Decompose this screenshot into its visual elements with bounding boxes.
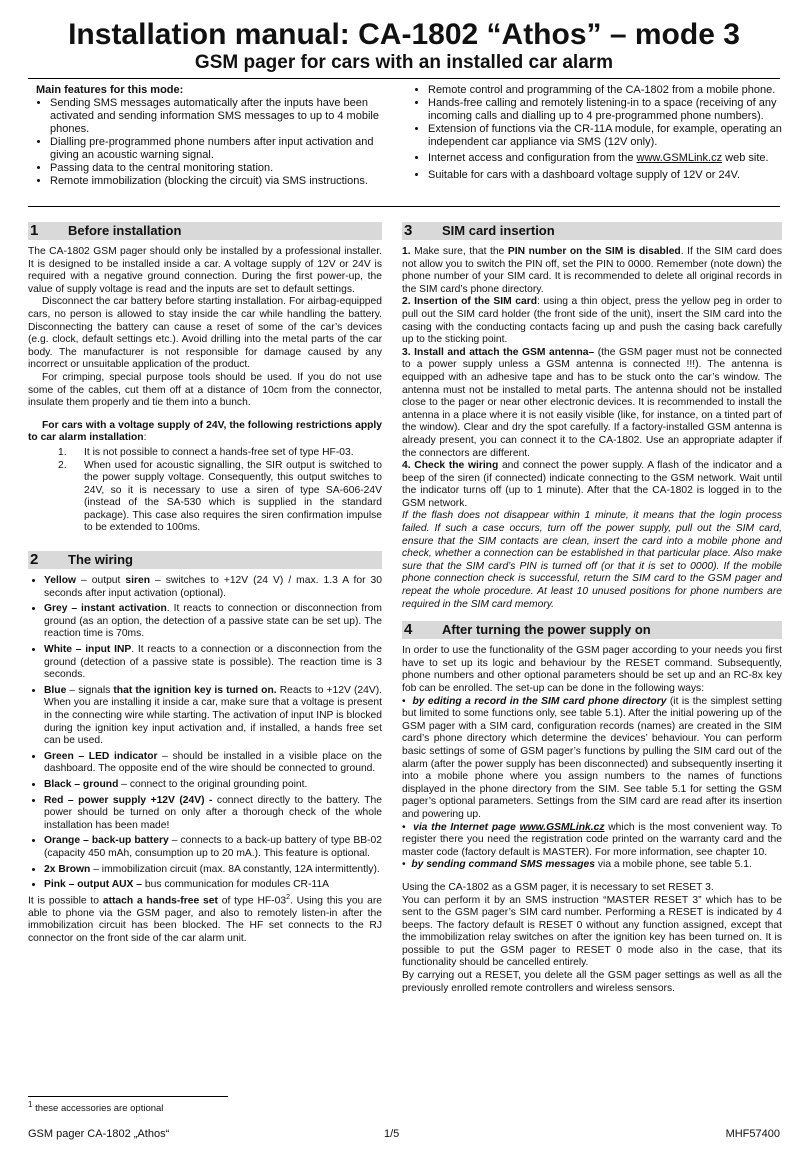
feature-item: • Internet access and configuration from the www.GSMLink.cz web site. [428, 152, 784, 165]
list-item: 2. When used for acoustic signalling, the SIR output is switched to the power supply voltage. Consequently, this output switches to 24V, so it is necessary to use a siren of type SA-606-24V (instead of the SA-530 which is supplied in the standard package). This case also requires the siren confirmation impulse to be extended to 100ms. [58, 459, 382, 534]
restrictions-heading: For cars with a voltage supply of 24V, the following restrictions apply to car alarm installation: [28, 419, 382, 444]
list-item: • Green – LED indicator – should be installed in a visible place on the dashboard. The opposite end of the wire should be connected to ground. [44, 751, 382, 776]
feature-item: • Hands-free calling and remotely listening-in to a space (receiving of any incoming calls and dialling up to 4 pre-programmed phone numbers). [428, 97, 784, 123]
paragraph: 4. Check the wiring and connect the power supply. A flash of the indicator and a beep of the siren (if connected) indicate connecting to the GSM network. Wait until the indicator turns off (up to 1 minute). After that the CA-1802 is logged in to the GSM network. [402, 460, 782, 509]
feature-item: • Passing data to the central monitoring station. [50, 162, 382, 175]
paragraph: For crimping, special purpose tools should be used. If you do not use some of the cables, cut them off at a distance of 10cm from the connector, insulate them properly and tie them into a bunch. [28, 371, 382, 409]
list-item: • White – input INP. It reacts to a connection or a disconnection from the ground (detection of a passive state is possible). The reaction time is 3 seconds. [44, 644, 382, 682]
features-heading: Main features for this mode: [36, 84, 184, 96]
paragraph: Using the CA-1802 as a GSM pager, it is necessary to set RESET 3. [402, 881, 714, 893]
paragraph: The CA-1802 GSM pager should only be installed by a professional installer. It is designed to be installed inside a car. A voltage supply of 12V or 24V is required with a negative ground connection. During the first power-up, the value of supply voltage is read and the inputs are set to default settings. [28, 246, 382, 295]
paragraph: • by editing a record in the SIM card phone directory (it is the simplest setting but limited to some functions only, see table 5.1). After the initial powering up of the GSM pager with a SIM card, configuration records (names) are created in the SIM card’s phone directory which determine the devices’ behaviour. You can perform basic settings of some of GSM pager’s functions by pulling the SIM card out of the alarm (after the power supply has been disconnected) and subsequently inserting it into a mobile phone where you assign numbers to the names of functions displayed in the phone directory from the SIM. See table 5.1 for setting the GSM pager’s optional parameters. Settings from the SIM card are read after its insertion and powering up. [402, 695, 783, 820]
paragraph: It is possible to attach a hands-free set of type $HF-03^2$. Using this you are able to phone via the GSM pager, and also to remotely listen-in after the immobilization circuit has been blocked. The HF set connects to the RJ connector on the front side of the car alarm unit. [28, 893, 382, 944]
list-item: • Blue – signals that the ignition key is turned on. Reacts to +12V (24V). When you are installing it inside a car, make sure that a voltage is present in the connecting wire while starting. The activation of input INP is blocked during the ignition key input activation and, if installed, a hands free set can be used. [44, 685, 382, 748]
document-title: Installation manual: CA-1802 “Athos” – mode 3 [68, 18, 740, 51]
list-item: • Grey – instant activation. It reacts to connection or disconnection from ground (as an option, the detection of a passive state can be set up). The reaction time is 70ms. [44, 603, 382, 641]
paragraph: You can perform it by an SMS instruction “MASTER RESET 3” which has to be sent to the GSM pager’s SIM card number. Performing a RESET is indicated by 4 beeps. The factory default is RESET 0 without any function assigned, except that the immobilization relay switches on after the ignition key has been turned on. It is possible to put the GSM pager to RESET 0 mode also in the case, that its functionality should be cancelled entirely. [402, 894, 782, 969]
paragraph: 2. Insertion of the SIM card: using a thin object, press the yellow peg in order to pull out the SIM card holder (the front side of the unit), insert the SIM card into the casing with the conducting contacts facing up and push the casing back carefully up to the sticking point. [402, 296, 783, 346]
paragraph: By carrying out a RESET, you delete all the GSM pager settings as well as all the previously enrolled remote controllers and wireless sensors. [402, 970, 782, 994]
restrictions-list [58, 447, 382, 535]
feature-item: • Remote immobilization (blocking the circuit) via SMS instructions. [50, 175, 382, 188]
paragraph: In order to use the functionality of the GSM pager according to your needs you first have to set up its logic and behaviour by the RESET command. Subsequently, phone numbers and other optional parameters should be set up and an RC-8x key fob can be enrolled. The set-up can be done in the following ways: [402, 645, 782, 694]
features-left [36, 84, 382, 188]
list-item: • Yellow – output siren – switches to +12V (24 V) / max. 1.3 A for 30 seconds after input activation (optional). [44, 575, 382, 600]
paragraph: 3. Install and attach the GSM antenna– (the GSM pager must not be connected to a power supply unless a GSM antenna is connected !!!). The antenna is equipped with an adhesive tape and has to be stuck onto the car’s window. The antenna must not be installed to metal parts. The antenna should not be installed close to the pager or near other electronic devices. It is recommended to install the antenna in a place where it is not easily visible (like, for instance, on a tinted part of the window). Clear and dry the spot carefully. If a factory-installed GSM antenna is already present, you can connect it to the CA-1802. Use an appropriate adapter if the connectors are different. [402, 346, 782, 459]
title-divider [28, 78, 780, 79]
document-subtitle: GSM pager for cars with an installed car alarm [194, 52, 614, 73]
right-column [402, 222, 782, 995]
paragraph: If the flash does not disappear within 1 minute, it means that the login process failed. If such a case occurs, turn off the power supply, pull out the SIM card, ensure that the SIM contacts are clean, insert the card into a mobile phone and check, whether a connection can be established in that particular place. Also make sure that the SIM card’s PIN is turned off (or that it is set to 0000). If the mobile phone connection check is successful, return the SIM card to the GSM pager and repeat the whole procedure. At least 10 unused positions for phone numbers are required in the SIM card memory. [402, 510, 782, 610]
paragraph: • via the Internet page www.GSMLink.cz which is the most convenient way. To register there you need the registration code printed on the warranty card and the master code (factory default is MASTER). For more information, see chapter 10. [402, 821, 782, 858]
feature-item: • Dialling pre-programmed phone numbers after input activation and giving an acoustic warning signal. [50, 136, 382, 162]
list-item: • Black – ground – connect to the original grounding point. [44, 779, 382, 792]
left-column [28, 222, 382, 946]
list-item: • Red – power supply +12V (24V) - connect directly to the battery. The power should be turned on only after a thorough check of the whole installation has been made! [44, 795, 382, 833]
section-heading-4: 4 After turning the power supply on [402, 621, 782, 639]
paragraph: 1. Make sure, that the PIN number on the SIM is disabled. If the SIM card does not allow you to switch the PIN off, set the PIN to 0000. Remember (note down) the phone number of your SIM card. It is recommended to delete all original records in the SIM card’s phone directory. [402, 246, 782, 295]
list-item: • 2x Brown – immobilization circuit (max. 8A constantly, 12A intermittently). [44, 864, 382, 877]
list-item: 1. It is not possible to connect a hands-free set of type HF-03. [58, 446, 354, 458]
gsmlink-link[interactable]: www.GSMLink.cz [519, 821, 605, 833]
feature-item: • Sending SMS messages automatically after the inputs have been activated and sending information SMS messages to up to 4 mobile phones. [50, 97, 382, 136]
feature-item: • Remote control and programming of the CA-1802 from a mobile phone. [428, 84, 784, 97]
features-right [414, 84, 784, 182]
paragraph: Disconnect the car battery before starting installation. For airbag-equipped cars, no person is allowed to stay inside the car while handling the battery. Disconnecting the battery can cause a reset of some of the car’s devices (e.g. clock, default settings etc.). Avoid drilling into the metal parts of the car body. The manufacturer is not responsible for damage caused by any incorrect or unsuitable application of the product. [28, 296, 382, 371]
feature-item: • Extension of functions via the CR-11A module, for example, operating an independent car appliance via SMS (12V only). [428, 123, 784, 149]
footer-right: MHF57400 [725, 1128, 780, 1140]
footnote: $^1$ these accessories are optional [28, 1100, 164, 1115]
gsmlink-link[interactable]: www.GSMLink.cz [636, 152, 723, 164]
section-heading-1: 1 Before installation [28, 222, 382, 240]
feature-item: • Suitable for cars with a dashboard voltage supply of 12V or 24V. [428, 169, 784, 182]
page-number: 1/5 [384, 1128, 400, 1140]
paragraph: • by sending command SMS messages via a mobile phone, see table 5.1. [402, 859, 752, 871]
footnote-divider [28, 1096, 228, 1097]
section-divider [28, 206, 780, 207]
section-heading-3: 3 SIM card insertion [402, 222, 782, 240]
section-heading-2: 2 The wiring [28, 551, 382, 569]
list-item: • Pink – output AUX – bus communication for modules CR-11A [44, 879, 382, 892]
list-item: • Orange – back-up battery – connects to a back-up battery of type BB-02 (capacity 450 mAh, consumption up to 20 mA.). This feature is optional. [44, 835, 382, 860]
footer-left: GSM pager CA-1802 „Athos“ [28, 1128, 170, 1140]
wiring-list [28, 575, 382, 892]
